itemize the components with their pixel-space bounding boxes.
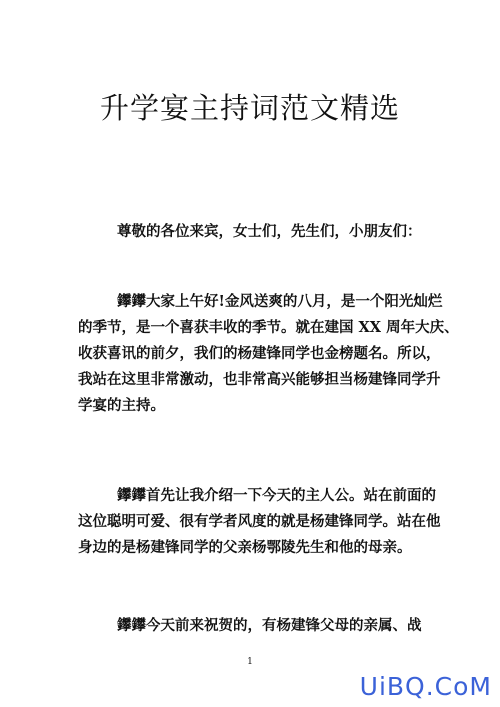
paragraph-line: 收获喜讯的前夕，我们的杨建锋同学也金榜题名。所以，: [78, 345, 441, 362]
introduction-paragraph: [78, 483, 441, 561]
opening-paragraph: [78, 289, 459, 419]
guests-paragraph: [78, 613, 430, 639]
paragraph-line: 鑻鑻首先让我介绍一下今天的主人公。站在前面的: [117, 487, 436, 504]
site-watermark: UiBQ.CoM: [359, 672, 492, 701]
document-title: 升学宴主持词范文精选: [99, 91, 400, 125]
paragraph-line: 身边的是杨建锋同学的父亲杨鄂陵先生和他的母亲。: [78, 539, 412, 556]
paragraph-line: 的季节，是一个喜获丰收的季节。就在建国 XX 周年大庆、: [78, 319, 459, 336]
paragraph-line: 尊敬的各位来宾，女士们，先生们，小朋友们：: [117, 223, 422, 240]
paragraph-line: 学宴的主持。: [78, 397, 165, 414]
paragraph-line: 我站在这里非常激动，也非常高兴能够担当杨建锋同学升: [78, 371, 441, 388]
page-number: 1: [247, 657, 253, 667]
paragraph-line: 鑻鑻今天前来祝贺的，有杨建锋父母的亲属、战: [117, 617, 422, 634]
paragraph-line: 鑻鑻大家上午好!金风送爽的八月，是一个阳光灿烂: [117, 293, 443, 310]
paragraph-line: 这位聪明可爱、很有学者风度的就是杨建锋同学。站在他: [78, 513, 441, 530]
greeting-paragraph: [78, 219, 430, 245]
